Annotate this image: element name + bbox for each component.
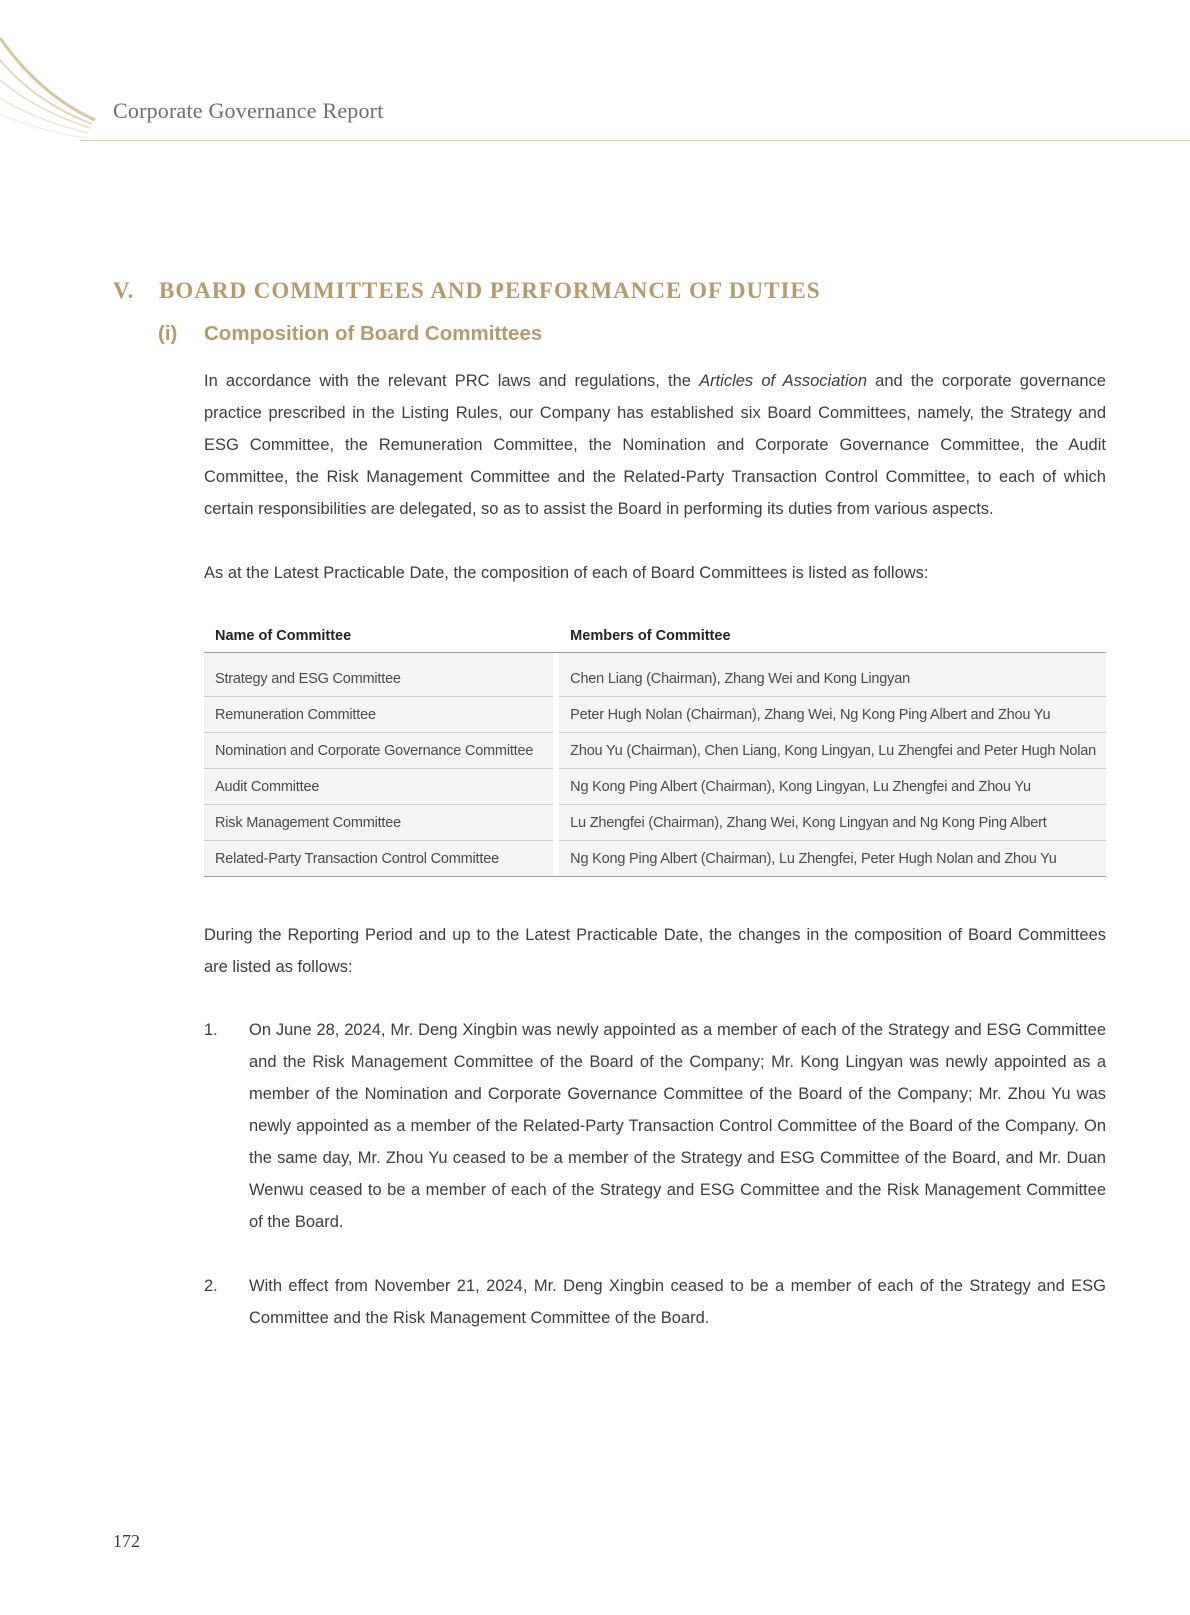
header-divider [80,140,1190,141]
column-gap [553,697,560,733]
column-gap [553,841,560,877]
committee-name-cell: Nomination and Corporate Governance Committee [204,733,553,769]
articles-of-association-title: Articles of Association [699,372,867,390]
subsection-title: Composition of Board Committees [204,322,543,345]
intro-text-end: and the corporate governance practice prescribed in the Listing Rules, our Company has established six Board Committees, namely, the Strategy and ESG Committee, the Remuneration Committee, the Nomination and Corporate Governance Committee, the Audit Committee, the Risk Management Committee and the Related-Party Transaction Control Committee, to each of which certain responsibilities are delegated, so as to assist the Board in performing its duties from various aspects. [204,372,1106,518]
list-item-text: With effect from November 21, 2024, Mr. Deng Xingbin ceased to be a member of each of the Strategy and ESG Committee and the Risk Management Committee of the Board. [249,1277,1106,1327]
subsection-heading [158,322,542,346]
composition-intro-paragraph: As at the Latest Practicable Date, the composition of each of Board Committees is listed as follows: [204,564,929,582]
table-row [204,653,1106,697]
table-header-row [204,620,1106,653]
decorative-arcs-icon [0,0,110,150]
running-header-title: Corporate Governance Report [113,98,384,123]
column-gap [553,733,560,769]
list-item-text: On June 28, 2024, Mr. Deng Xingbin was newly appointed as a member of each of the Strategy and ESG Committee and the Risk Management Committee of the Board of the Company; Mr. Kong Lingyan was newly appointed as a member of the Nomination and Corporate Governance Committee of the Board of the Company; Mr. Zhou Yu was newly appointed as a member of the Related-Party Transaction Control Committee of the Board of the Company. On the same day, Mr. Zhou Yu ceased to be a member of the Strategy and ESG Committee of the Board, and Mr. Duan Wenwu ceased to be a member of each of the Strategy and ESG Committee and the Risk Management Committee of the Board. [249,1021,1106,1231]
intro-paragraph [204,365,1106,525]
list-item-number: 2. [204,1277,218,1295]
committee-members-cell: Zhou Yu (Chairman), Chen Liang, Kong Lingyan, Lu Zhengfei and Peter Hugh Nolan [559,733,1106,769]
committee-name-cell: Remuneration Committee [204,697,553,733]
list-item [204,1270,1106,1334]
table-row [204,805,1106,841]
intro-text-start: In accordance with the relevant PRC laws and regulations, the [204,372,700,390]
table-row [204,769,1106,805]
column-gap [553,769,560,805]
changes-intro-paragraph: During the Reporting Period and up to the Latest Practicable Date, the changes in the composition of Board Committees are listed as follows: [204,926,1106,976]
committee-members-cell: Peter Hugh Nolan (Chairman), Zhang Wei, Ng Kong Ping Albert and Zhou Yu [559,697,1106,733]
table-row [204,733,1106,769]
list-item [204,1014,1106,1238]
committee-name-cell: Audit Committee [204,769,553,805]
committee-name-cell: Risk Management Committee [204,805,553,841]
committee-members-cell: Chen Liang (Chairman), Zhang Wei and Kong Lingyan [559,653,1106,697]
list-item-number: 1. [204,1021,218,1039]
section-heading [113,278,821,304]
column-gap [553,653,560,697]
committee-members-cell: Lu Zhengfei (Chairman), Zhang Wei, Kong Lingyan and Ng Kong Ping Albert [559,805,1106,841]
section-title: BOARD COMMITTEES AND PERFORMANCE OF DUTIES [159,278,821,303]
column-gap [553,805,560,841]
committee-table [204,620,1106,877]
table-row [204,841,1106,877]
committee-name-cell: Related-Party Transaction Control Committee [204,841,553,877]
column-header-committee-name: Name of Committee [204,620,553,653]
page-number: 172 [113,1531,140,1551]
column-gap [553,620,560,653]
committee-name-cell: Strategy and ESG Committee [204,653,553,697]
committee-members-cell: Ng Kong Ping Albert (Chairman), Kong Lingyan, Lu Zhengfei and Zhou Yu [559,769,1106,805]
committee-members-cell: Ng Kong Ping Albert (Chairman), Lu Zhengfei, Peter Hugh Nolan and Zhou Yu [559,841,1106,877]
column-header-committee-members: Members of Committee [559,620,1106,653]
section-number: V. [113,278,135,303]
table-row [204,697,1106,733]
subsection-number: (i) [158,322,178,345]
